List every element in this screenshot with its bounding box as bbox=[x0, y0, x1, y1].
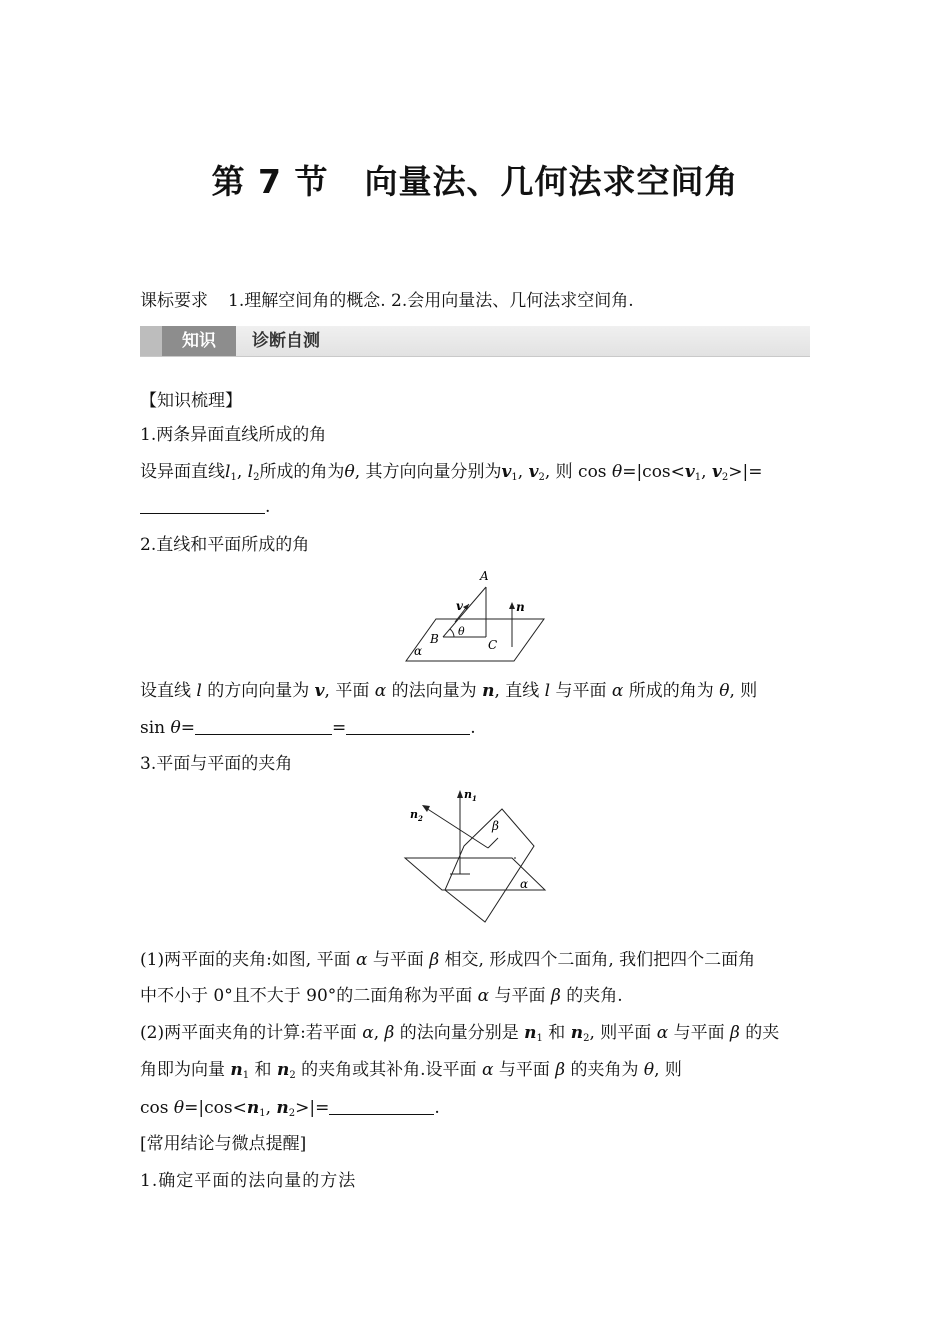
section-banner bbox=[140, 326, 810, 356]
label-n: n bbox=[516, 600, 525, 614]
requirement-line bbox=[140, 290, 634, 312]
s3-p2-line1: (2)两平面夹角的计算:若平面 α, β 的法向量分别是 $n_1$ 和 $n_2$, 则平面 α 与平面 β 的夹 bbox=[140, 1023, 780, 1044]
label-alpha: α bbox=[414, 644, 423, 658]
label-alpha: α bbox=[520, 877, 529, 891]
s3-p1-line1: (1)两平面的夹角:如图, 平面 α 与平面 β 相交, 形成四个二面角, 我们把四个二面角 bbox=[140, 950, 756, 970]
s3-heading: 3.平面与平面的夹角 bbox=[140, 754, 293, 774]
s2-text: 设直线 l 的方向向量为 v, 平面 α 的法向量为 n, 直线 l 与平面 α 所成的角为 θ, 则 bbox=[140, 681, 758, 701]
vector-n2 bbox=[426, 808, 488, 848]
section-topic: 向量法、几何法求空间角 bbox=[364, 162, 739, 201]
s1-answer-line: . bbox=[140, 496, 270, 518]
s1-text: 设异面直线$l_1$, $l_2$所成的角为θ, 其方向向量分别为$v_1$, $v_2$, 则 $\cos \theta=|\cos<v_1$, $v_2>|=$ bbox=[140, 462, 763, 483]
vector-n1-arrow bbox=[457, 790, 463, 798]
label-v: v bbox=[456, 599, 463, 613]
requirement-text: 1.理解空间角的概念. 2.会用向量法、几何法求空间角. bbox=[228, 291, 634, 311]
requirement-label: 课标要求 bbox=[140, 291, 208, 311]
s2-formula: sin θ= = . bbox=[140, 718, 476, 738]
line-plane-angle-figure bbox=[400, 565, 550, 665]
plane-plane-angle-figure bbox=[400, 782, 550, 932]
label-n1: $n_1$ bbox=[464, 788, 477, 803]
banner-accent bbox=[140, 326, 162, 356]
banner-background bbox=[140, 326, 810, 357]
label-B: B bbox=[430, 632, 439, 646]
s2-heading: 2.直线和平面所成的角 bbox=[140, 535, 310, 555]
answer-blank[interactable] bbox=[140, 497, 265, 514]
label-C: C bbox=[488, 638, 498, 652]
label-A: A bbox=[480, 569, 489, 583]
banner-text: 诊断自测 bbox=[252, 331, 320, 351]
label-beta: β bbox=[492, 819, 499, 833]
answer-blank[interactable] bbox=[346, 718, 470, 735]
vector-n2-arrow bbox=[422, 805, 430, 812]
section-number: 第 7 节 bbox=[211, 162, 329, 201]
s1-heading: 1.两条异面直线所成的角 bbox=[140, 425, 327, 445]
angle-arc bbox=[450, 629, 454, 637]
s3-p2-line2: 角即为向量 $n_1$ 和 $n_2$ 的夹角或其补角.设平面 α 与平面 β 的夹角为 θ, 则 bbox=[140, 1060, 682, 1081]
answer-blank[interactable] bbox=[195, 718, 332, 735]
tips-item-1: 1.确定平面的法向量的方法 bbox=[140, 1171, 357, 1191]
plane-alpha bbox=[406, 619, 544, 661]
answer-blank[interactable] bbox=[329, 1098, 434, 1115]
vector-v-arrow bbox=[463, 604, 469, 610]
tips-heading: [常用结论与微点提醒] bbox=[140, 1134, 307, 1154]
n2-base bbox=[488, 838, 498, 848]
label-theta: θ bbox=[458, 625, 465, 638]
page-title bbox=[0, 156, 950, 203]
s3-p1-line2: 中不小于 0°且不大于 90°的二面角称为平面 α 与平面 β 的夹角. bbox=[140, 986, 623, 1006]
label-n2: $n_2$ bbox=[410, 808, 423, 823]
knowledge-heading: 【知识梳理】 bbox=[140, 391, 242, 411]
s3-formula: $\cos \theta=|\cos<n_1$, $n_2>|=$ . bbox=[140, 1098, 440, 1119]
plane-beta bbox=[445, 809, 534, 922]
banner-tab: 知识 bbox=[162, 326, 236, 356]
vector-n-arrow bbox=[509, 602, 515, 609]
